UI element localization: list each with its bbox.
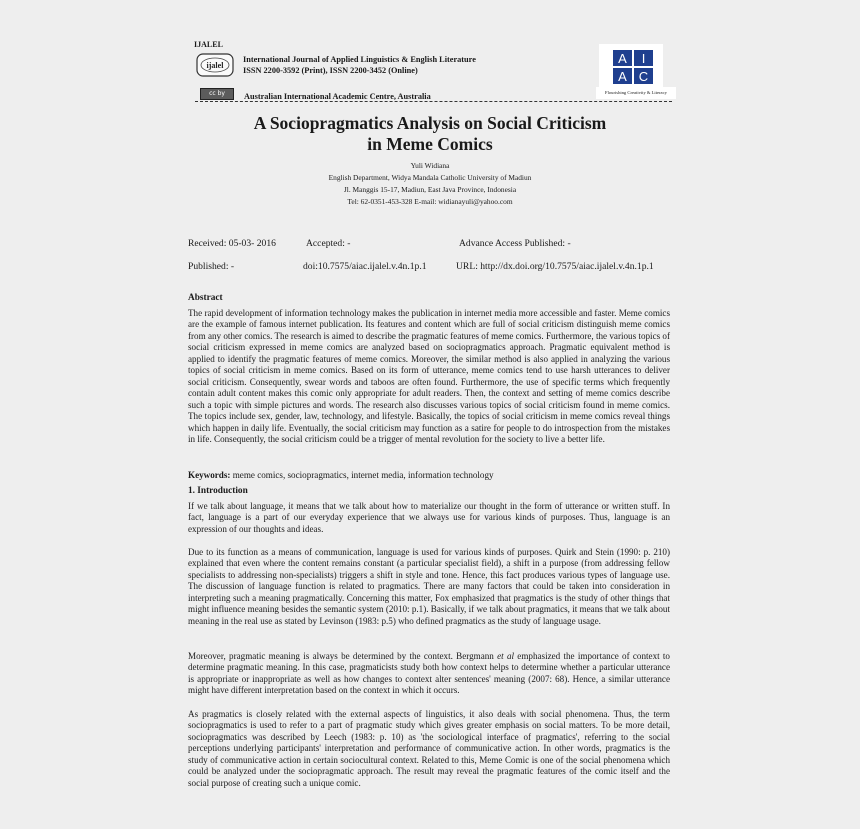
article-url: URL: http://dx.doi.org/10.7575/aiac.ijalel.v.4n.1p.1 — [456, 261, 654, 272]
abstract-heading: Abstract — [188, 293, 223, 303]
journal-tag: IJALEL — [194, 40, 223, 49]
header-divider — [195, 101, 672, 103]
journal-logo-icon — [196, 53, 234, 77]
article-title — [180, 113, 680, 155]
abstract-body: The rapid development of information technology makes the publication in internet media more accessible and faster. Meme comics are the example of famous internet publication. Its features and content which are full of social criticism distinguish meme comics from any other comics. The research is aimed to describe the pragmatic features of meme comics. Furthermore, the various topics of social criticism expressed in meme comics are analyzed based on sociopragmatics approach. Pragmatic equivalent method is applied to identify the pragmatic features of meme comics. Moreover, the similar method is also applied in analyzing the various topics of social criticism in meme comics. Based on its form of utterance, meme comics tend to use harsh utterances to deliver social criticism. Consequently, swear words and taboos are often found. Furthermore, the use of specific terms which frequently contain adult content makes this comic only appropriate for adult readers. Then, the context and setting of meme comics describe such a topic with simple pictures and words. The research also discusses various topics of social criticism found in meme comics. The topics include sex, gender, law, technology, and lifestyle. Basically, the topics of social criticism in meme comics reveal things which happen in daily life. Eventually, the social criticism may function as a satire for people to do introspection from the mistakes in life. Consequently, the social criticism could be a trigger of mental revolution for the society to live a better life. — [188, 308, 670, 444]
accepted-date: Accepted: - — [306, 238, 351, 249]
aiac-letter: I — [641, 51, 646, 66]
intro-paragraph-2: Due to its function as a means of communication, language is used for various kinds of purposes. Quirk and Stein (1990: p. 210) explained that even where the content remains constant (a particular specialist field), a shift in a purpose (from addressing fellow specialists to addressing non-specialists) triggers a shift in style and tone. Hence, this fact produces various types of language use. The discussion of language function is related to pragmatics. There are many factors that could be taken into consideration in interpreting such a meaning pragmatically. Concerning this matter, Fox emphasized that pragmatics is the study of other things that might influence meaning besides the semantic system (2010: p.1). Basically, if we talk about pragmatics, it means that we talk about meaning in the real use as stated by Levinson (1983: p.5) who defined pragmatics as the study of language usage. — [188, 547, 670, 626]
advance-access-date: Advance Access Published: - — [459, 238, 571, 249]
keywords-line — [188, 470, 670, 480]
received-date: Received: 05-03- 2016 — [188, 238, 276, 249]
intro-paragraph-3-part-2: emphasized the importance of context to determine pragmatic meaning. In this case, pragmaticists study both how context helps to determine whether a particular utterance is appropriate or inappropriate as well as how changes to context alter sentences' meaning (2007: 68). Hence, a similar utterance might have different interpretation based on the context in which it occurs. — [188, 651, 670, 696]
author-name: Yuli Widiana — [410, 161, 450, 170]
intro-paragraph-3-part-1: Moreover, pragmatic meaning is always be determined by the context. Bergmann — [188, 651, 498, 661]
keywords-label: Keywords: — [188, 470, 231, 480]
intro-paragraph-4: As pragmatics is closely related with the external aspects of linguistics, it also deals with social phenomena. Thus, the term sociopragmatics is used to refer to a part of pragmatic study which gives greater emphasis on social matters. To be more detail, sociopragmatics was described by Leech (1983: p. 10) as 'the sociological interface of pragmatics', referring to the social perceptions underlying participants' interpretation and performance of communicative action. In other words, pragmatics is the study of communicative action in certain sociocultural context. Related to this, Meme Comic is one of the social phenomena which could be analyzed under the sociopragmatic approach. The result may reveal the pragmatic features of the comic itself and the social purpose of creating such a unique comic. — [188, 709, 670, 788]
section-heading-introduction: 1. Introduction — [188, 486, 248, 496]
journal-title: International Journal of Applied Linguistics & English Literature — [243, 55, 476, 64]
author-affiliation: English Department, Widya Mandala Catholic University of Madiun — [328, 173, 532, 182]
article-title-line-2: in Meme Comics — [367, 134, 493, 154]
svg-text:ijalel: ijalel — [206, 61, 224, 70]
aiac-logo-icon — [613, 50, 653, 84]
intro-paragraph-1: If we talk about language, it means that we talk about how to materialize our thought in the form of utterance or written stuff. In fact, language is a part of our everyday experience that we always use for various kinds of purposes. Thus, language is an expression of our thoughts and ideas. — [188, 501, 670, 534]
intro-paragraph-3 — [188, 651, 670, 697]
journal-header-text — [243, 54, 476, 76]
cc-license-badge: cc by — [200, 88, 234, 100]
aiac-letter: C — [638, 69, 649, 84]
journal-issn: ISSN 2200-3592 (Print), ISSN 2200-3452 (Online) — [243, 66, 418, 75]
aiac-letter: A — [618, 51, 627, 66]
author-address: Jl. Manggis 15-17, Madiun, East Java Province, Indonesia — [343, 185, 517, 194]
publisher-name: Australian International Academic Centre, Australia — [244, 92, 431, 101]
doi: doi:10.7575/aiac.ijalel.v.4n.1p.1 — [303, 261, 427, 272]
aiac-caption: Flourishing Creativity & Literacy — [596, 87, 676, 99]
author-block — [180, 160, 680, 208]
keywords-list: meme comics, sociopragmatics, internet media, information technology — [230, 470, 494, 480]
author-contact: Tel: 62-0351-453-328 E-mail: widianayuli@yahoo.com — [347, 197, 513, 206]
intro-paragraph-3-italic: et al — [497, 651, 515, 661]
aiac-letter: A — [618, 69, 627, 84]
article-title-line-1: A Sociopragmatics Analysis on Social Criticism — [253, 113, 607, 133]
published-date: Published: - — [188, 261, 235, 272]
